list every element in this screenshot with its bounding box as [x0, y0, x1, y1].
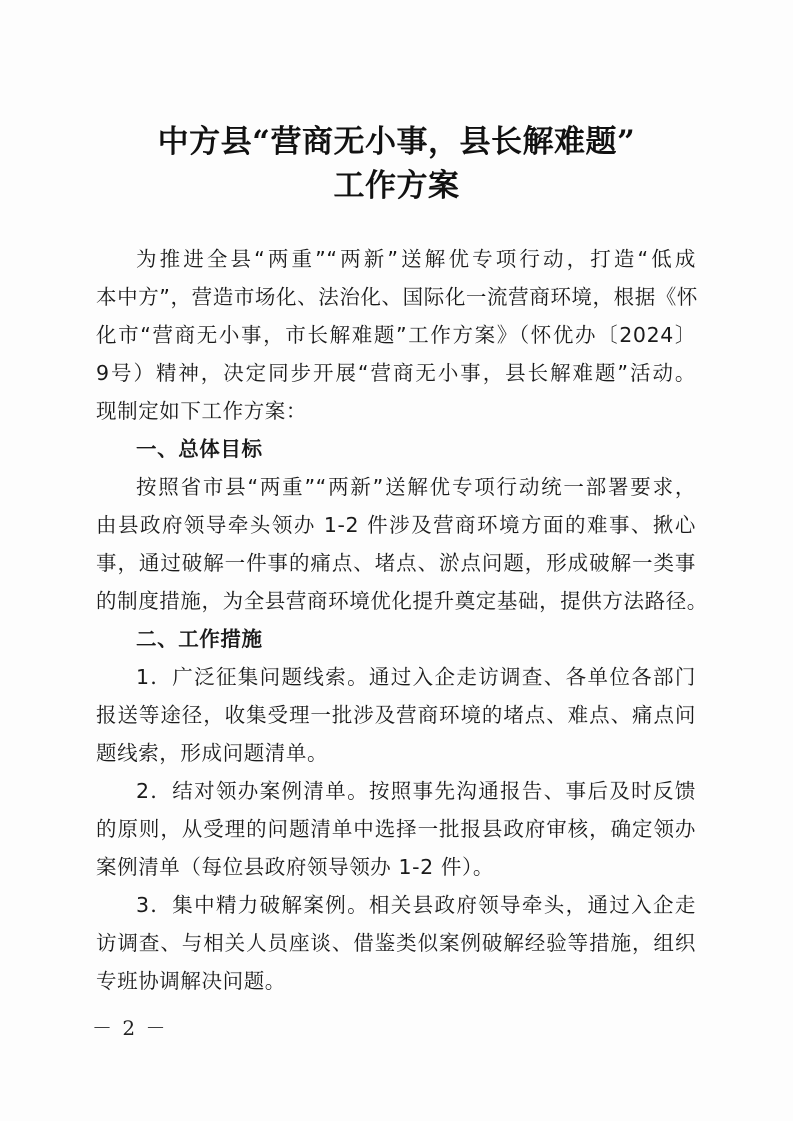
intro-line: 为推进全县“两重”“两新”送解优专项行动，打造“低成 [136, 247, 696, 271]
intro-line: 现制定如下工作方案： [96, 399, 307, 423]
measure-1-line: 报送等途径，收集受理一批涉及营商环境的堵点、难点、痛点问 [96, 703, 696, 727]
intro-line: 化市“营商无小事，市长解难题”工作方案》（怀优办〔2024〕 [96, 323, 696, 347]
document-title-line-2: 工作方案 [333, 168, 460, 204]
measure-3-line: 3．集中精力破解案例。相关县政府领导牵头，通过入企走 [136, 893, 696, 917]
section1-line: 事，通过破解一件事的痛点、堵点、淤点问题，形成破解一类事 [96, 551, 696, 575]
measure-1-line: 1．广泛征集问题线索。通过入企走访调查、各单位各部门 [136, 665, 696, 689]
section1-line: 的制度措施，为全县营商环境优化提升奠定基础，提供方法路径。 [96, 589, 708, 613]
measure-3-line: 专班协调解决问题。 [96, 969, 286, 993]
section1-line: 按照省市县“两重”“两新”送解优专项行动统一部署要求， [136, 475, 696, 499]
measure-2-line: 的原则，从受理的问题清单中选择一批报县政府审核，确定领办 [96, 817, 696, 841]
page-number: － 2 － [92, 1016, 168, 1040]
intro-line: 本中方”，营造市场化、法治化、国际化一流营商环境，根据《怀 [96, 285, 699, 309]
intro-line: 9号）精神，决定同步开展“营商无小事，县长解难题”活动。 [96, 361, 696, 385]
section-heading-work-measures: 二、工作措施 [136, 627, 263, 651]
section1-line: 由县政府领导牵头领办 1-2 件涉及营商环境方面的难事、揪心 [96, 513, 696, 537]
section-heading-overall-goal: 一、总体目标 [136, 437, 263, 461]
measure-2-line: 2．结对领办案例清单。按照事先沟通报告、事后及时反馈 [136, 779, 696, 803]
measure-1-line: 题线索，形成问题清单。 [96, 741, 329, 765]
measure-2-line: 案例清单（每位县政府领导领办 1-2 件）。 [96, 855, 494, 879]
document-title-line-1: 中方县“营商无小事，县长解难题” [157, 124, 636, 160]
measure-3-line: 访调查、与相关人员座谈、借鉴类似案例破解经验等措施，组织 [96, 931, 696, 955]
